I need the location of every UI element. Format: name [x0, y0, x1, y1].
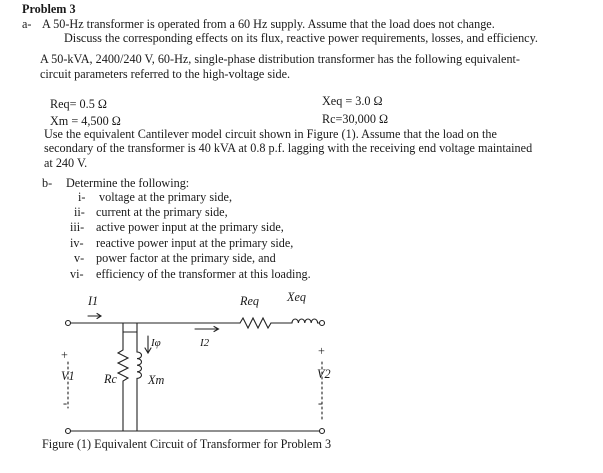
use-line-3: at 240 V. [44, 156, 88, 170]
item-1-num: i- [78, 190, 86, 204]
xm-inductor [137, 332, 142, 420]
part-b-marker: b- [42, 176, 53, 190]
terminal-top-right [320, 321, 325, 326]
xeq-inductor [292, 319, 318, 323]
label-xm: Xm [148, 373, 165, 387]
item-2-text: current at the primary side, [96, 205, 228, 219]
req-resistor [240, 318, 271, 328]
part-a-marker: a- [22, 17, 32, 31]
item-5-text: power factor at the primary side, and [96, 251, 276, 265]
param-req: Req= 0.5 Ω [50, 97, 107, 111]
label-v1: V1 [61, 369, 75, 383]
item-6-num: vi- [70, 267, 84, 281]
use-line-1: Use the equivalent Cantilever model circuit shown in Figure (1). Assume that the load on the [44, 127, 497, 141]
item-6-text: efficiency of the transformer at this loading. [96, 267, 311, 281]
label-req: Req [240, 294, 259, 308]
terminal-top-left [66, 321, 71, 326]
problem-title: Problem 3 [22, 2, 76, 16]
label-v2: V2 [317, 367, 331, 381]
v1-plus-sign: + [61, 348, 68, 362]
label-iphi: Iφ [151, 337, 161, 349]
v2-plus-sign: + [318, 344, 325, 358]
shunt-bottom-bus [123, 420, 137, 431]
part-a-line-1: A 50-Hz transformer is operated from a 60 Hz supply. Assume that the load does not change. [42, 17, 495, 31]
terminal-bottom-right [320, 429, 325, 434]
label-i1: I1 [88, 294, 99, 308]
item-4-text: reactive power input at the primary side, [96, 236, 294, 250]
item-1-text: voltage at the primary side, [99, 190, 233, 204]
item-3-text: active power input at the primary side, [96, 220, 284, 234]
item-5-num: v- [74, 251, 85, 265]
terminal-bottom-left [66, 429, 71, 434]
param-rc: Rc=30,000 Ω [322, 112, 389, 126]
shunt-top-bus [123, 323, 137, 332]
part-b-heading: Determine the following: [66, 176, 190, 190]
item-2-num: ii- [74, 205, 85, 219]
rc-resistor [118, 332, 128, 420]
item-4-num: iv- [70, 236, 84, 250]
label-i2: I2 [200, 337, 210, 349]
use-line-2: secondary of the transformer is 40 kVA at 0.8 p.f. lagging with the receiving end voltage maintained [44, 141, 533, 155]
intro-line-1: A 50-kVA, 2400/240 V, 60-Hz, single-phase distribution transformer has the following equivalent- [40, 52, 520, 66]
label-xeq: Xeq [287, 290, 306, 304]
intro-line-2: circuit parameters referred to the high-voltage side. [40, 67, 291, 81]
part-a-line-2: Discuss the corresponding effects on its flux, reactive power requirements, losses, and efficiency. [64, 31, 538, 45]
param-xeq: Xeq = 3.0 Ω [322, 94, 383, 108]
v1-minus-sign: - [63, 396, 68, 410]
v2-minus-sign: - [318, 396, 323, 410]
label-rc: Rc [104, 372, 117, 386]
figure-caption: Figure (1) Equivalent Circuit of Transformer for Problem 3 [42, 437, 332, 451]
param-xm: Xm = 4,500 Ω [50, 114, 121, 128]
item-3-num: iii- [70, 220, 85, 234]
